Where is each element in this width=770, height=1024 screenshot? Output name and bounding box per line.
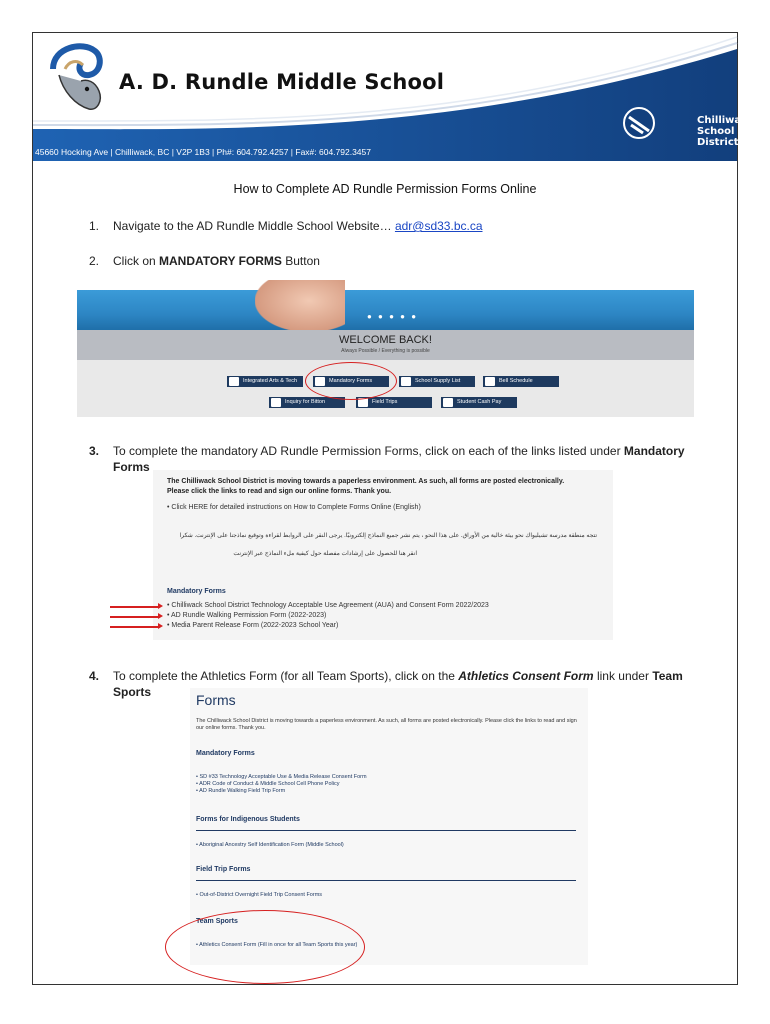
red-arrow-icon bbox=[110, 626, 160, 628]
button-label: Mandatory Forms bbox=[329, 378, 373, 384]
step-emphasis: MANDATORY FORMS bbox=[159, 254, 282, 268]
button-label: Integrated Arts & Tech bbox=[243, 378, 298, 384]
step-emphasis: Athletics Consent Form bbox=[458, 669, 594, 683]
step-text: Navigate to the AD Rundle Middle School Website… bbox=[113, 219, 395, 233]
mandatory-form-link[interactable]: • AD Rundle Walking Permission Form (2022-2023) bbox=[167, 612, 327, 619]
form-link[interactable]: • Out-of-District Overnight Field Trip Consent Forms bbox=[196, 892, 323, 898]
red-arrow-icon bbox=[110, 606, 160, 608]
button-label: Bell Schedule bbox=[499, 378, 533, 384]
website-link[interactable]: adr@sd33.bc.ca bbox=[394, 219, 483, 233]
forms-intro: The Chilliwack School District is moving towards a paperless environment. As such, all forms are posted electronically. Please click the links to read and sign our online forms. Thank you. bbox=[196, 718, 577, 731]
section-heading: Team Sports bbox=[196, 918, 238, 925]
form-link-text: ADR Code of Conduct & Middle School Cell Phone Policy bbox=[199, 781, 340, 787]
button-label: Student Cash Pay bbox=[457, 399, 502, 405]
section-heading: Field Trip Forms bbox=[196, 866, 251, 873]
form-link-text: SD #33 Technology Acceptable Use & Media Release Consent Form bbox=[199, 774, 367, 780]
quicklink-button[interactable] bbox=[399, 376, 475, 387]
monitor-icon bbox=[443, 398, 453, 407]
ram-mascot-logo-icon bbox=[43, 39, 117, 113]
letterhead bbox=[33, 33, 754, 161]
section-divider bbox=[196, 880, 576, 881]
quicklink-button[interactable] bbox=[441, 397, 517, 408]
section-heading: Mandatory Forms bbox=[196, 750, 255, 757]
arabic-notice: تتجه منطقة مدرسة تشيليواك نحو بيئة خالية من الأوراق. على هذا النحو ، يتم نشر جميع النماذج إلكترونيًا. يرجى النقر على الروابط لقراءة وتوقيع نماذجنا على الإنترنت. شكرا bbox=[179, 533, 597, 539]
form-link[interactable]: • SD #33 Technology Acceptable Use & Media Release Consent Form bbox=[196, 774, 367, 780]
step-number: 2. bbox=[89, 254, 100, 268]
form-link[interactable]: • AD Rundle Walking Field Trip Form bbox=[196, 788, 286, 794]
district-name-line1: Chilliwack bbox=[697, 115, 754, 126]
website-screenshot-home bbox=[77, 290, 694, 417]
form-link-text: Media Parent Release Form (2022-2023 School Year) bbox=[171, 622, 339, 629]
step-2 bbox=[89, 254, 320, 268]
step-emphasis: Team bbox=[652, 669, 683, 683]
quicklink-button[interactable] bbox=[227, 376, 303, 387]
notice-line: The Chilliwack School District is moving towards a paperless environment. As such, all forms are posted electronically. bbox=[167, 478, 565, 485]
mandatory-form-link[interactable]: • Chilliwack School District Technology Acceptable Use Agreement (AUA) and Consent Form 2022/2023 bbox=[167, 602, 489, 609]
monitor-icon bbox=[229, 377, 239, 386]
mandatory-forms-heading: Mandatory Forms bbox=[167, 588, 226, 595]
forms-page-heading: Forms bbox=[196, 692, 236, 708]
hero-image bbox=[255, 280, 345, 332]
arabic-instructions-link[interactable]: انقر هنا للحصول على إرشادات مفصلة حول كيفية ملء النماذج عبر الإنترنت bbox=[233, 551, 417, 557]
quicklink-button[interactable] bbox=[483, 376, 559, 387]
button-label: School Supply List bbox=[415, 378, 461, 384]
form-link-text: Out-of-District Overnight Field Trip Consent Forms bbox=[199, 892, 323, 898]
header-wave-graphic bbox=[33, 33, 737, 161]
step-1 bbox=[89, 219, 483, 233]
step-emphasis: Mandatory bbox=[623, 444, 685, 458]
step-number: 1. bbox=[89, 219, 100, 233]
form-link-text: Chilliwack School District Technology Acceptable Use Agreement (AUA) and Consent Form 2022/2023 bbox=[171, 602, 489, 609]
form-link-text: Aboriginal Ancestry Self Identification Form (Middle School) bbox=[199, 842, 344, 848]
step-number: 4. bbox=[89, 669, 100, 683]
step-text: link under bbox=[593, 669, 653, 683]
hero-banner bbox=[77, 290, 694, 330]
step-number: 3. bbox=[89, 444, 100, 458]
step-text: Button bbox=[281, 254, 320, 268]
form-link-text: Athletics Consent Form (Fill in once for all Team Sports this year) bbox=[199, 942, 358, 948]
form-link-text: AD Rundle Walking Field Trip Form bbox=[199, 788, 286, 794]
notice-line: Please click the links to read and sign our online forms. Thank you. bbox=[167, 488, 392, 495]
document-title: How to Complete AD Rundle Permission Forms Online bbox=[233, 182, 537, 196]
home-icon bbox=[271, 398, 281, 407]
form-link[interactable]: • ADR Code of Conduct & Middle School Cell Phone Policy bbox=[196, 781, 340, 787]
step-text: To complete the Athletics Form (for all Team Sports), click on the bbox=[113, 669, 459, 683]
welcome-subtext: Always Possible / Everything is possible bbox=[341, 348, 430, 354]
red-arrow-icon bbox=[110, 616, 160, 618]
form-link-text: AD Rundle Walking Permission Form (2022-2023) bbox=[171, 612, 327, 619]
district-name-line2: School District bbox=[697, 126, 739, 148]
instructions-link[interactable]: • Click HERE for detailed instructions on How to Complete Forms Online (English) bbox=[167, 504, 421, 511]
carousel-dots-icon: ● ● ● ● ● bbox=[367, 312, 419, 321]
highlight-circle bbox=[165, 910, 365, 984]
bell-icon bbox=[485, 377, 495, 386]
step-text: To complete the mandatory AD Rundle Permission Forms, click on each of the links listed under bbox=[113, 444, 624, 458]
mandatory-form-link[interactable]: • Media Parent Release Form (2022-2023 School Year) bbox=[167, 622, 339, 629]
checklist-icon bbox=[401, 377, 411, 386]
button-label: Field Trips bbox=[372, 399, 398, 405]
form-link[interactable]: • Aboriginal Ancestry Self Identification Form (Middle School) bbox=[196, 842, 344, 848]
step-emphasis: Sports bbox=[113, 685, 152, 699]
athletics-consent-form-link[interactable]: • Athletics Consent Form (Fill in once for all Team Sports this year) bbox=[196, 942, 358, 948]
address-line: 45660 Hocking Ave | Chilliwack, BC | V2P 1B3 | Ph#: 604.792.4257 | Fax#: 604.792.3457 bbox=[35, 147, 371, 157]
section-heading: Forms for Indigenous Students bbox=[196, 816, 300, 823]
school-name: A. D. Rundle Middle School bbox=[119, 70, 445, 94]
highlight-circle bbox=[305, 362, 397, 400]
step-emphasis: Forms bbox=[113, 460, 150, 474]
section-divider bbox=[196, 830, 576, 831]
district-name bbox=[697, 115, 754, 148]
step-text: Click on bbox=[113, 254, 160, 268]
welcome-heading: WELCOME BACK! bbox=[339, 334, 432, 346]
button-label: Inquiry for Bitton bbox=[285, 399, 326, 405]
instructions-text: Click HERE for detailed instructions on How to Complete Forms Online (English) bbox=[171, 504, 421, 511]
website-screenshot-forms-notice bbox=[153, 470, 613, 640]
